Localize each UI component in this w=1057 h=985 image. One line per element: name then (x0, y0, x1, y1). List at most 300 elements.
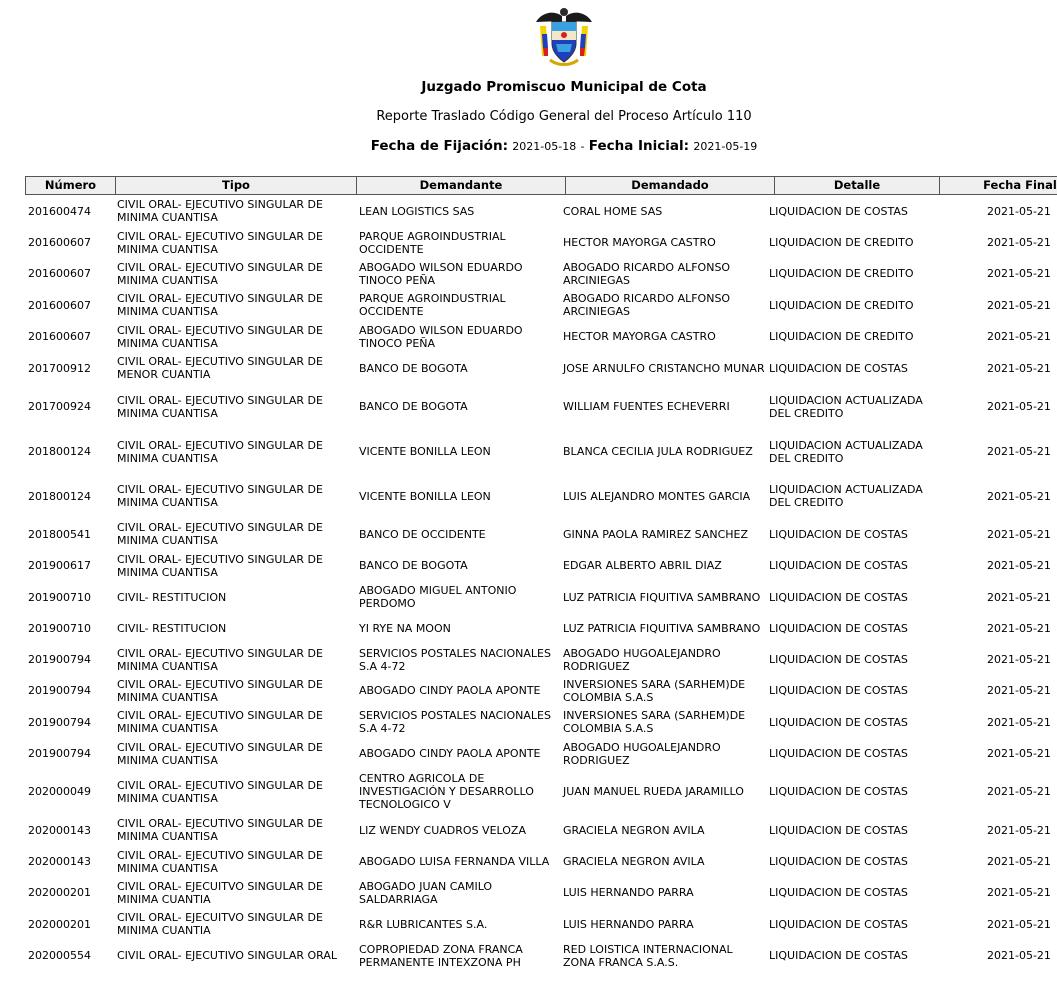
table-row (25, 644, 1057, 675)
cell-numero (28, 352, 113, 384)
inicial-date: 2021-05-19 (693, 140, 758, 153)
cell-numero-text: 202000049 (28, 785, 91, 798)
cell-tipo (117, 518, 353, 550)
cell-numero-text: 201900794 (28, 715, 91, 729)
cell-fecha-final (987, 258, 1057, 289)
date-separator: - (580, 140, 585, 153)
cell-numero (28, 429, 113, 474)
cell-demandado-text: LUZ PATRICIA FIQUITIVA SAMBRANO (563, 622, 761, 635)
cell-numero-text: 201600607 (28, 236, 91, 249)
cell-demandado (563, 289, 767, 321)
cell-detalle (769, 321, 934, 352)
cell-tipo-text: CIVIL ORAL- EJECUTIVO SINGULAR DE MINIMA CUANTISA (117, 552, 323, 579)
cell-demandado-text: CORAL HOME SAS (563, 204, 663, 218)
cell-demandante-text: ABOGADO CINDY PAOLA APONTE (359, 684, 541, 697)
cell-demandante-text: SERVICIOS POSTALES NACIONALES S.A 4-72 (359, 646, 551, 673)
cell-demandado-text: ABOGADO HUGOALEJANDRO RODRIGUEZ (563, 646, 721, 673)
cell-demandante-text: ABOGADO CINDY PAOLA APONTE (359, 747, 541, 760)
cell-fecha-final-text: 2021-05-21 (987, 622, 1051, 635)
table-row (25, 384, 1057, 429)
cell-demandante-text: YI RYE NA MOON (359, 622, 451, 635)
table-row (25, 846, 1057, 877)
cell-demandante (359, 384, 563, 429)
cell-tipo (117, 613, 353, 644)
cell-detalle (769, 581, 934, 613)
cell-numero (28, 908, 113, 940)
cell-fecha-final (987, 908, 1057, 940)
cell-demandante (359, 846, 563, 877)
cell-tipo-text: CIVIL ORAL- EJECUTIVO SINGULAR DE MINIMA CUANTISA (117, 778, 323, 805)
court-name: Juzgado Promiscuo Municipal de Cota (421, 79, 707, 95)
report-title: Reporte Traslado Código General del Proceso Artículo 110 (376, 109, 752, 124)
cell-detalle-text: LIQUIDACION DE COSTAS (769, 823, 908, 837)
cell-fecha-final-text: 2021-05-21 (987, 236, 1051, 249)
cell-detalle (769, 289, 934, 321)
cell-demandado (563, 195, 767, 227)
cell-demandado (563, 846, 767, 877)
table-body (25, 195, 1057, 971)
cell-detalle-text: LIQUIDACION DE COSTAS (769, 527, 908, 541)
cell-fecha-final (987, 581, 1057, 613)
cell-fecha-final (987, 195, 1057, 227)
cell-fecha-final-text: 2021-05-21 (987, 489, 1051, 503)
cell-fecha-final (987, 814, 1057, 846)
cell-tipo (117, 258, 353, 289)
cell-detalle-text: LIQUIDACION DE COSTAS (769, 559, 908, 572)
table-row (25, 227, 1057, 258)
cell-tipo-text: CIVIL- RESTITUCION (117, 622, 227, 635)
cell-tipo-text: CIVIL ORAL- EJECUTIVO SINGULAR DE MINIMA CUANTISA (117, 646, 323, 673)
cell-tipo (117, 384, 353, 429)
cell-detalle (769, 940, 934, 971)
cell-tipo (117, 195, 353, 227)
table-row (25, 195, 1057, 227)
cell-demandante-text: PARQUE AGROINDUSTRIAL OCCIDENTE (359, 292, 506, 318)
cell-fecha-final (987, 613, 1057, 644)
cell-demandado (563, 429, 767, 474)
cell-demandante-text: SERVICIOS POSTALES NACIONALES S.A 4-72 (359, 709, 551, 735)
cell-tipo-text: CIVIL ORAL- EJECUTIVO SINGULAR DE MINIMA CUANTISA (117, 677, 323, 704)
cell-numero-text: 202000143 (28, 855, 91, 868)
cell-tipo-text: CIVIL ORAL- EJECUTIVO SINGULAR DE MINIMA CUANTISA (117, 260, 323, 287)
cell-fecha-final (987, 846, 1057, 877)
cell-detalle-text: LIQUIDACION DE CREDITO (769, 236, 914, 249)
cell-demandado (563, 518, 767, 550)
cell-tipo-text: CIVIL ORAL- EJECUTIVO SINGULAR DE MINIMA CUANTISA (117, 229, 323, 256)
cell-demandante-text: ABOGADO MIGUEL ANTONIO PERDOMO (359, 584, 517, 610)
cell-fecha-final (987, 769, 1057, 814)
cell-detalle-text: LIQUIDACION DE COSTAS (769, 590, 908, 604)
cell-fecha-final-text: 2021-05-21 (987, 559, 1051, 572)
cell-tipo-text: CIVIL ORAL- EJECUTIVO SINGULAR DE MINIMA CUANTISA (117, 521, 323, 547)
cell-demandado (563, 644, 767, 675)
cell-fecha-final (987, 518, 1057, 550)
cell-numero-text: 202000201 (28, 886, 91, 899)
cell-demandante (359, 352, 563, 384)
cell-numero-text: 201900617 (28, 559, 91, 572)
table-row (25, 352, 1057, 384)
col-demandado: Demandado (566, 177, 775, 194)
cell-demandado (563, 706, 767, 738)
cell-numero (28, 814, 113, 846)
cell-tipo (117, 940, 353, 971)
cell-demandado-text: INVERSIONES SARA (SARHEM)DE COLOMBIA S.A.S (563, 677, 746, 704)
cell-demandado (563, 474, 767, 518)
cell-detalle-text: LIQUIDACION DE COSTAS (769, 361, 908, 375)
cell-tipo (117, 289, 353, 321)
cell-numero (28, 581, 113, 613)
table-header (25, 176, 1057, 195)
cell-demandado-text: LUIS ALEJANDRO MONTES GARCIA (563, 489, 751, 503)
cell-numero-text: 201900794 (28, 747, 91, 760)
cell-demandado-text: INVERSIONES SARA (SARHEM)DE COLOMBIA S.A.S (563, 709, 746, 735)
cell-fecha-final (987, 289, 1057, 321)
cell-numero-text: 201600607 (28, 267, 91, 280)
cell-tipo-text: CIVIL ORAL- EJECUTIVO SINGULAR DE MINIMA CUANTISA (117, 323, 323, 350)
cell-numero (28, 738, 113, 769)
table-row (25, 738, 1057, 769)
cell-tipo (117, 738, 353, 769)
cell-detalle-text: LIQUIDACION DE COSTAS (769, 204, 908, 218)
cell-tipo (117, 321, 353, 352)
cell-tipo-text: CIVIL ORAL- EJECUTIVO SINGULAR DE MINIMA CUANTISA (117, 292, 323, 318)
cell-tipo (117, 644, 353, 675)
cell-numero-text: 201800124 (28, 445, 91, 458)
cell-demandado-text: ABOGADO RICARDO ALFONSO ARCINIEGAS (563, 260, 731, 287)
cell-numero-text: 202000143 (28, 823, 91, 837)
cell-demandante-text: LEAN LOGISTICS SAS (359, 204, 475, 218)
cell-demandante (359, 429, 563, 474)
cell-demandante-text: BANCO DE BOGOTA (359, 400, 468, 413)
cell-detalle-text: LIQUIDACION DE CREDITO (769, 298, 914, 312)
cell-demandado-text: GINNA PAOLA RAMIREZ SANCHEZ (563, 527, 749, 541)
cell-tipo-text: CIVIL ORAL- EJECUTIVO SINGULAR DE MINIMA CUANTISA (117, 483, 323, 509)
cell-tipo (117, 769, 353, 814)
cell-demandado-text: LUZ PATRICIA FIQUITIVA SAMBRANO (563, 590, 761, 604)
cell-tipo (117, 675, 353, 706)
cell-detalle (769, 474, 934, 518)
cell-numero (28, 769, 113, 814)
table-row (25, 814, 1057, 846)
cell-demandante-text: ABOGADO WILSON EDUARDO TINOCO PEÑA (359, 260, 523, 287)
cell-tipo (117, 550, 353, 581)
cell-numero-text: 201700924 (28, 400, 91, 413)
cell-tipo-text: CIVIL ORAL- EJECUTIVO SINGULAR DE MENOR CUANTIA (117, 355, 323, 381)
cell-numero-text: 201700912 (28, 361, 91, 375)
cell-fecha-final-text: 2021-05-21 (987, 855, 1051, 868)
cell-demandado (563, 675, 767, 706)
table-row (25, 706, 1057, 738)
cell-fecha-final-text: 2021-05-21 (987, 886, 1051, 899)
cell-tipo-text: CIVIL ORAL- EJECUITVO SINGULAR DE MINIMA CUANTIA (117, 911, 323, 937)
cell-demandado-text: JOSE ARNULFO CRISTANCHO MUNAR (563, 361, 765, 375)
cell-fecha-final (987, 738, 1057, 769)
cell-demandante (359, 738, 563, 769)
cell-detalle (769, 908, 934, 940)
cell-detalle-text: LIQUIDACION ACTUALIZADA DEL CREDITO (769, 438, 923, 465)
cell-detalle (769, 384, 934, 429)
col-numero: Número (26, 177, 116, 194)
cell-detalle (769, 258, 934, 289)
cell-demandado (563, 550, 767, 581)
cell-tipo-text: CIVIL ORAL- EJECUTIVO SINGULAR DE MINIMA CUANTISA (117, 817, 323, 843)
cell-demandado (563, 258, 767, 289)
cell-demandado (563, 940, 767, 971)
cell-numero (28, 877, 113, 908)
cell-tipo (117, 352, 353, 384)
table-row (25, 474, 1057, 518)
cell-demandante-text: BANCO DE BOGOTA (359, 559, 468, 572)
cell-demandado (563, 227, 767, 258)
cell-numero (28, 474, 113, 518)
cell-tipo-text: CIVIL ORAL- EJECUITVO SINGULAR DE MINIMA CUANTIA (117, 879, 323, 906)
cell-numero (28, 550, 113, 581)
cell-numero-text: 201900794 (28, 684, 91, 697)
cell-demandante-text: ABOGADO LUISA FERNANDA VILLA (359, 855, 550, 868)
cell-fecha-final-text: 2021-05-21 (987, 445, 1051, 458)
cell-numero (28, 644, 113, 675)
cell-fecha-final (987, 706, 1057, 738)
cell-detalle (769, 706, 934, 738)
cell-detalle-text: LIQUIDACION DE COSTAS (769, 949, 908, 962)
cell-fecha-final-text: 2021-05-21 (987, 527, 1051, 541)
cell-detalle (769, 814, 934, 846)
col-fecha-final: Fecha Final (983, 178, 1057, 192)
report-dates (0, 138, 1057, 154)
cell-demandante-text: CENTRO AGRICOLA DE INVESTIGACIÓN Y DESARROLLO TECNOLOGICO V (359, 772, 534, 811)
cell-demandante-text: VICENTE BONILLA LEON (359, 445, 491, 458)
cell-tipo (117, 227, 353, 258)
col-demandante: Demandante (357, 177, 566, 194)
cell-demandado (563, 613, 767, 644)
cell-tipo (117, 908, 353, 940)
table-row (25, 518, 1057, 550)
cell-demandado-text: GRACIELA NEGRON AVILA (563, 823, 705, 837)
cell-detalle (769, 613, 934, 644)
cell-fecha-final (987, 644, 1057, 675)
cell-demandante (359, 474, 563, 518)
cell-numero-text: 201600607 (28, 330, 91, 343)
cell-demandado-text: LUIS HERNANDO PARRA (563, 886, 694, 899)
cell-demandado-text: WILLIAM FUENTES ECHEVERRI (563, 400, 730, 413)
table-row (25, 258, 1057, 289)
cell-tipo (117, 846, 353, 877)
cell-numero-text: 201600474 (28, 204, 91, 218)
cell-detalle (769, 227, 934, 258)
inicial-label: Fecha Inicial: (588, 138, 690, 154)
cell-demandante-text: PARQUE AGROINDUSTRIAL OCCIDENTE (359, 229, 506, 256)
cell-detalle (769, 738, 934, 769)
cell-fecha-final (987, 384, 1057, 429)
cell-tipo (117, 877, 353, 908)
cell-tipo-text: CIVIL ORAL- EJECUTIVO SINGULAR DE MINIMA CUANTISA (117, 438, 323, 465)
fijacion-label: Fecha de Fijación: (370, 138, 508, 154)
cell-fecha-final-text: 2021-05-21 (987, 590, 1051, 604)
cell-detalle-text: LIQUIDACION ACTUALIZADA DEL CREDITO (769, 393, 923, 420)
cell-detalle (769, 846, 934, 877)
cell-tipo-text: CIVIL ORAL- EJECUTIVO SINGULAR DE MINIMA CUANTISA (117, 848, 323, 875)
cell-fecha-final-text: 2021-05-21 (987, 684, 1051, 697)
cell-tipo-text: CIVIL ORAL- EJECUTIVO SINGULAR DE MINIMA CUANTISA (117, 709, 323, 735)
cell-demandante (359, 227, 563, 258)
cell-detalle-text: LIQUIDACION ACTUALIZADA DEL CREDITO (769, 483, 923, 509)
cell-numero (28, 195, 113, 227)
table-row (25, 550, 1057, 581)
cell-tipo-text: CIVIL ORAL- EJECUTIVO SINGULAR DE MINIMA CUANTISA (117, 740, 323, 767)
cell-fecha-final-text: 2021-05-21 (987, 298, 1051, 312)
cell-numero (28, 846, 113, 877)
cell-demandado-text: ABOGADO RICARDO ALFONSO ARCINIEGAS (563, 292, 731, 318)
cell-detalle (769, 550, 934, 581)
cell-fecha-final (987, 940, 1057, 971)
cell-demandado (563, 738, 767, 769)
cell-detalle-text: LIQUIDACION DE COSTAS (769, 886, 908, 899)
cell-detalle-text: LIQUIDACION DE COSTAS (769, 747, 908, 760)
cell-numero (28, 227, 113, 258)
cell-demandante (359, 581, 563, 613)
cell-detalle-text: LIQUIDACION DE COSTAS (769, 684, 908, 697)
col-detalle: Detalle (775, 177, 940, 194)
cell-tipo-text: CIVIL ORAL- EJECUTIVO SINGULAR DE MINIMA CUANTISA (117, 393, 323, 420)
cell-tipo (117, 706, 353, 738)
table-row (25, 321, 1057, 352)
cell-demandado (563, 877, 767, 908)
cell-demandante (359, 940, 563, 971)
cell-numero-text: 201800541 (28, 527, 91, 541)
cell-demandante (359, 908, 563, 940)
cell-demandado-text: RED LOISTICA INTERNACIONAL ZONA FRANCA S.A.S. (563, 942, 733, 969)
cell-demandado (563, 814, 767, 846)
cell-fecha-final (987, 474, 1057, 518)
cell-detalle (769, 877, 934, 908)
cell-demandado-text: JUAN MANUEL RUEDA JARAMILLO (563, 785, 744, 798)
table-row (25, 769, 1057, 814)
cell-demandante (359, 675, 563, 706)
cell-demandado-text: HECTOR MAYORGA CASTRO (563, 236, 716, 249)
cell-fecha-final-text: 2021-05-21 (987, 361, 1051, 375)
cell-tipo (117, 474, 353, 518)
cell-numero-text: 201900794 (28, 653, 91, 666)
cell-numero (28, 613, 113, 644)
cell-numero (28, 384, 113, 429)
cell-detalle-text: LIQUIDACION DE COSTAS (769, 715, 908, 729)
cell-fecha-final (987, 877, 1057, 908)
cell-demandado (563, 352, 767, 384)
cell-numero (28, 518, 113, 550)
cell-fecha-final (987, 352, 1057, 384)
cell-demandante (359, 195, 563, 227)
table-row (25, 289, 1057, 321)
cell-detalle-text: LIQUIDACION DE CREDITO (769, 330, 914, 343)
cell-numero (28, 258, 113, 289)
table-row (25, 613, 1057, 644)
cell-demandado (563, 908, 767, 940)
cell-tipo-text: CIVIL- RESTITUCION (117, 590, 227, 604)
cell-detalle (769, 429, 934, 474)
cell-demandado (563, 581, 767, 613)
cell-tipo (117, 429, 353, 474)
cell-fecha-final-text: 2021-05-21 (987, 330, 1051, 343)
traslado-table (25, 176, 1057, 971)
cell-demandante-text: VICENTE BONILLA LEON (359, 489, 491, 503)
cell-demandante-text: LIZ WENDY CUADROS VELOZA (359, 823, 526, 837)
table-row (25, 581, 1057, 613)
cell-numero-text: 201900710 (28, 622, 91, 635)
cell-tipo-text: CIVIL ORAL- EJECUTIVO SINGULAR DE MINIMA CUANTISA (117, 198, 323, 224)
cell-numero (28, 675, 113, 706)
cell-demandado-text: EDGAR ALBERTO ABRIL DIAZ (563, 559, 722, 572)
cell-demandante (359, 613, 563, 644)
cell-demandante (359, 258, 563, 289)
cell-demandante-text: ABOGADO JUAN CAMILO SALDARRIAGA (359, 879, 493, 906)
cell-fecha-final-text: 2021-05-21 (987, 400, 1051, 413)
cell-fecha-final-text: 2021-05-21 (987, 715, 1051, 729)
cell-demandado-text: BLANCA CECILIA JULA RODRIGUEZ (563, 445, 753, 458)
cell-demandado (563, 769, 767, 814)
cell-detalle-text: LIQUIDACION DE COSTAS (769, 855, 908, 868)
cell-demandante (359, 321, 563, 352)
fijacion-date: 2021-05-18 (512, 140, 577, 153)
cell-numero-text: 201900710 (28, 590, 91, 604)
cell-numero (28, 289, 113, 321)
cell-numero-text: 202000554 (28, 949, 91, 962)
col-tipo: Tipo (116, 177, 357, 194)
cell-detalle-text: LIQUIDACION DE COSTAS (769, 917, 908, 931)
coat-of-arms-logo (532, 4, 596, 68)
cell-detalle (769, 352, 934, 384)
cell-numero (28, 321, 113, 352)
cell-demandado-text: GRACIELA NEGRON AVILA (563, 855, 705, 868)
cell-tipo-text: CIVIL ORAL- EJECUTIVO SINGULAR ORAL (117, 949, 338, 962)
cell-demandado (563, 321, 767, 352)
cell-detalle (769, 518, 934, 550)
cell-fecha-final-text: 2021-05-21 (987, 267, 1051, 280)
cell-fecha-final-text: 2021-05-21 (987, 204, 1051, 218)
cell-tipo (117, 814, 353, 846)
cell-fecha-final-text: 2021-05-21 (987, 785, 1051, 798)
cell-numero (28, 706, 113, 738)
table-row (25, 877, 1057, 908)
cell-fecha-final (987, 675, 1057, 706)
cell-fecha-final (987, 550, 1057, 581)
cell-demandante-text: ABOGADO WILSON EDUARDO TINOCO PEÑA (359, 323, 523, 350)
cell-fecha-final-text: 2021-05-21 (987, 917, 1051, 931)
cell-detalle-text: LIQUIDACION DE COSTAS (769, 785, 908, 798)
cell-fecha-final-text: 2021-05-21 (987, 949, 1051, 962)
cell-demandante-text: BANCO DE OCCIDENTE (359, 527, 486, 541)
cell-detalle-text: LIQUIDACION DE COSTAS (769, 622, 908, 635)
cell-demandado-text: LUIS HERNANDO PARRA (563, 917, 694, 931)
cell-detalle (769, 195, 934, 227)
cell-fecha-final (987, 321, 1057, 352)
cell-demandante (359, 814, 563, 846)
cell-demandante (359, 550, 563, 581)
cell-demandante (359, 289, 563, 321)
cell-numero-text: 201800124 (28, 489, 91, 503)
table-row (25, 429, 1057, 474)
cell-fecha-final (987, 429, 1057, 474)
cell-fecha-final-text: 2021-05-21 (987, 747, 1051, 760)
cell-numero-text: 201600607 (28, 298, 91, 312)
cell-demandante (359, 644, 563, 675)
table-row (25, 908, 1057, 940)
cell-numero (28, 940, 113, 971)
cell-demandante-text: BANCO DE BOGOTA (359, 361, 468, 375)
cell-detalle (769, 675, 934, 706)
table-row (25, 940, 1057, 971)
cell-tipo (117, 581, 353, 613)
cell-demandante-text: R&R LUBRICANTES S.A. (359, 917, 488, 931)
